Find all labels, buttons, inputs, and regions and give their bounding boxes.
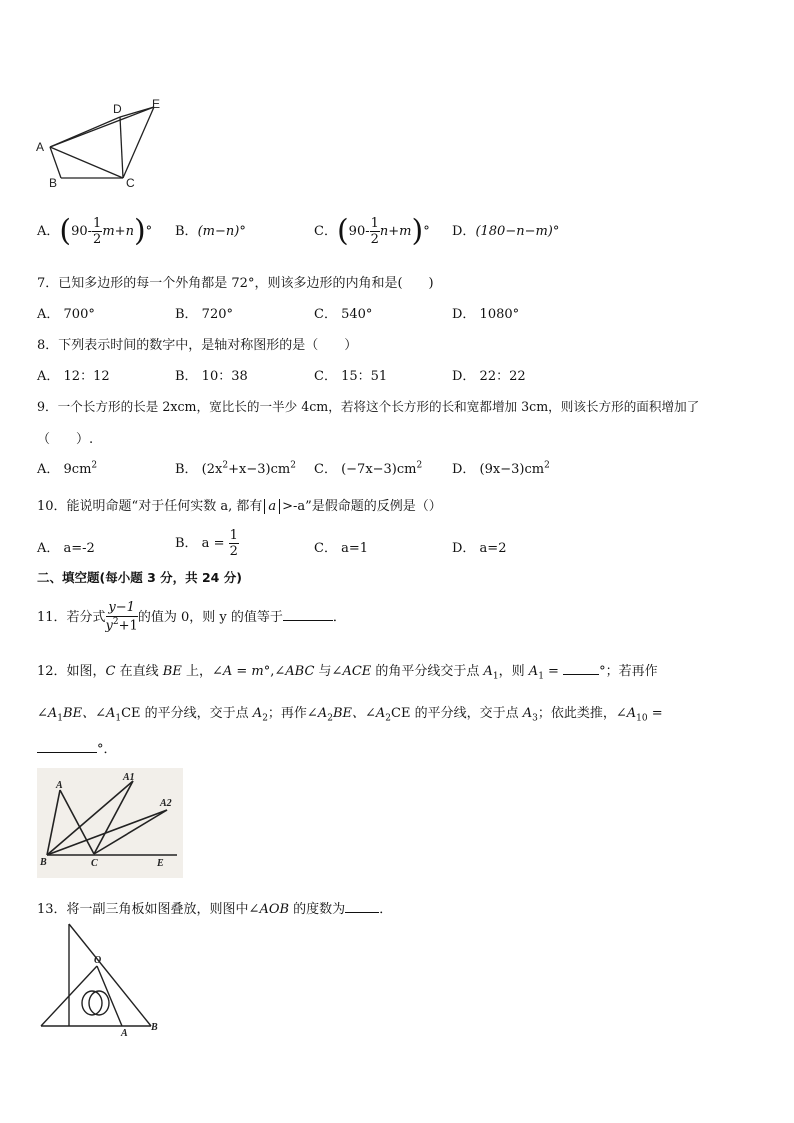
var: A (528, 664, 539, 679)
q8-option-b[interactable]: B． 10：38 (175, 369, 248, 384)
q9-option-a[interactable] (37, 458, 97, 477)
numerator: 1 (93, 216, 102, 231)
fig12-label-e: E (157, 858, 164, 869)
var: A (317, 706, 328, 721)
q8-option-c[interactable]: C． 15：51 (314, 369, 388, 384)
text: 的度数为 (289, 902, 346, 917)
denominator-var: y (105, 618, 113, 634)
q8-option-a[interactable]: A． 12：12 (37, 369, 110, 384)
q7-option-c[interactable]: C． 540° (314, 307, 373, 322)
subscript: 1 (538, 671, 544, 682)
q10-stem (37, 495, 442, 514)
fig12-label-c: C (91, 858, 98, 869)
option-label: C． (314, 224, 337, 239)
q12-line-1 (37, 660, 658, 682)
var: A (626, 706, 637, 721)
q7-stem: 7．已知多边形的每一个外角都是 72°，则该多边形的内角和是( ) (37, 276, 434, 291)
q9-option-b[interactable] (175, 458, 296, 477)
exponent: 2 (544, 460, 550, 471)
q11-stem: 11．若分式 $\frac{y-1}{y^2+1}$ 的值为 0，则 y 的值等于 ． (37, 600, 346, 634)
fig6-label-b: B (49, 176, 58, 190)
degree: ° (145, 224, 153, 239)
text: 10．能说明命题“对于任何实数 a, 都有 (37, 499, 263, 514)
subscript: 2 (327, 713, 333, 724)
text: 13．将一副三角板如图叠放，则图中∠ (37, 902, 260, 917)
text: = (647, 706, 663, 721)
op: + (114, 224, 126, 239)
subscript: 2 (262, 713, 268, 724)
degree: ° (552, 224, 560, 239)
fig13-label-b: B (151, 1022, 158, 1033)
q6-option-d[interactable] (452, 215, 559, 249)
figure-q12 (37, 768, 183, 878)
q12-line-3 (37, 738, 117, 757)
numerator: 1 (370, 216, 379, 231)
numerator: 1 (229, 528, 238, 543)
var: m (399, 224, 412, 239)
text: A． 9cm (37, 462, 92, 477)
text: >-a”是假命题的反例是（） (282, 499, 442, 514)
text: 12．如图， (37, 664, 106, 679)
text: = (232, 664, 252, 679)
denominator: 2 (93, 232, 102, 247)
expr: (180−n−m) (475, 224, 553, 239)
q6-option-c[interactable]: C．(90- $\frac{1}{2}$ n+m)° (314, 213, 430, 249)
fig6-label-d: D (113, 102, 122, 116)
fig12-label-a2: A2 (160, 798, 172, 809)
exponent: 2 (222, 460, 229, 471)
text: °． (97, 742, 117, 757)
q9-option-d[interactable] (452, 458, 550, 477)
subscript: 1 (492, 671, 499, 682)
q8-stem: 8．下列表示时间的数字中，是轴对称图形的是（ ） (37, 338, 358, 353)
numerator: y−1 (106, 601, 138, 617)
option-label: A． (37, 224, 60, 239)
text: B． a = (175, 536, 225, 551)
q7-option-d[interactable]: D． 1080° (452, 307, 520, 322)
text: CE 的平分线，交于点 (121, 706, 253, 721)
text: 上，∠ (181, 664, 223, 679)
exponent: 2 (91, 460, 98, 471)
answer-blank[interactable] (283, 620, 333, 621)
text: ；再作∠ (267, 706, 318, 721)
text: 的角平分线交于点 (371, 664, 484, 679)
text: CE 的平分线，交于点 (391, 706, 523, 721)
text: ∠ (37, 706, 48, 721)
q9-stem-continued: （ ）. (37, 432, 94, 447)
q10-option-d[interactable]: D． a=2 (452, 541, 507, 556)
answer-blank[interactable] (563, 674, 599, 675)
subscript: 3 (532, 713, 538, 724)
text: ． (379, 902, 393, 917)
text: B． (2x (175, 462, 223, 477)
var: n (125, 224, 134, 239)
answer-blank[interactable] (345, 912, 379, 913)
degree: ° (423, 224, 430, 239)
q12-line-2 (37, 702, 663, 724)
text: ． (332, 610, 346, 625)
q8-option-d[interactable]: D． 22：22 (452, 369, 526, 384)
var: A (105, 706, 116, 721)
figure-q13 (37, 918, 167, 1040)
q10-option-a[interactable]: A． a=-2 (37, 541, 95, 556)
text: 90- (71, 224, 93, 239)
subscript: 1 (57, 713, 64, 724)
text: °,∠ (263, 664, 286, 679)
var: AOB (259, 902, 290, 917)
var: n (379, 224, 389, 239)
subscript: 2 (385, 713, 392, 724)
var: C (105, 664, 116, 679)
text: ；依此类推，∠ (537, 706, 627, 721)
var: A (522, 706, 533, 721)
var: A (47, 706, 58, 721)
denominator: 2 (229, 544, 238, 559)
text: °；若再作 (599, 664, 658, 679)
section-title: 二、填空题(每小题 3 分，共 24 分) (37, 570, 242, 585)
q6-option-b[interactable] (175, 215, 246, 249)
q13-stem (37, 898, 392, 917)
degree: ° (239, 224, 246, 239)
var: ABC (285, 664, 315, 679)
text: +x−3)cm (228, 462, 291, 477)
q10-option-c[interactable]: C． a=1 (314, 541, 368, 556)
var: A (252, 706, 263, 721)
q7-option-a[interactable]: A． 700° (37, 307, 95, 322)
text: BE、∠ (332, 706, 376, 721)
fig12-label-a1: A1 (123, 772, 135, 783)
denominator: 2 (370, 232, 379, 247)
fig13-label-a: A (121, 1028, 128, 1039)
text: D． (9x−3)cm (452, 462, 545, 477)
q9-stem: 9．一个长方形的长是 2xcm，宽比长的一半少 4cm，若将这个长方形的长和宽都增加 3cm，则该长方形的面积增加了 (37, 399, 700, 414)
text: 与∠ (314, 664, 343, 679)
fig6-label-c: C (126, 176, 135, 190)
absolute-value: a (264, 499, 280, 514)
answer-blank[interactable] (37, 752, 97, 753)
var: A (375, 706, 386, 721)
text: 的值为 0，则 y 的值等于 (137, 610, 283, 625)
var: BE (162, 664, 182, 679)
fig12-label-b: B (40, 857, 47, 868)
exponent: 2 (416, 460, 423, 471)
fig13-label-o: O (94, 955, 102, 966)
figure-q6 (30, 95, 170, 190)
text: ，则 (498, 664, 529, 679)
subscript: 10 (636, 713, 648, 724)
var: m (251, 664, 264, 679)
text: 11．若分式 (37, 610, 106, 625)
text: 90- (348, 224, 370, 239)
q10-option-b[interactable] (175, 524, 239, 564)
var: A (483, 664, 493, 679)
exponent: 2 (290, 460, 296, 471)
op: + (388, 224, 400, 239)
expr: (m−n) (197, 224, 240, 239)
denominator-rest: +1 (118, 618, 138, 634)
var: A (222, 664, 233, 679)
option-label: D． (452, 224, 476, 239)
option-label: B． (175, 224, 198, 239)
subscript: 1 (115, 713, 122, 724)
q6-option-a[interactable]: A．(90- $\frac{1}{2}$ m+n)° (37, 213, 153, 249)
var: m (102, 224, 115, 239)
text: = (543, 664, 564, 679)
q9-option-c[interactable] (314, 458, 422, 477)
text: BE、∠ (63, 706, 106, 721)
fig6-label-a: A (36, 140, 45, 154)
fig6-label-e: E (152, 97, 161, 111)
fig12-label-a: A (56, 780, 63, 791)
var: ACE (342, 664, 372, 679)
text: C． (−7x−3)cm (314, 462, 417, 477)
text: 在直线 (115, 664, 163, 679)
q7-option-b[interactable]: B． 720° (175, 307, 233, 322)
